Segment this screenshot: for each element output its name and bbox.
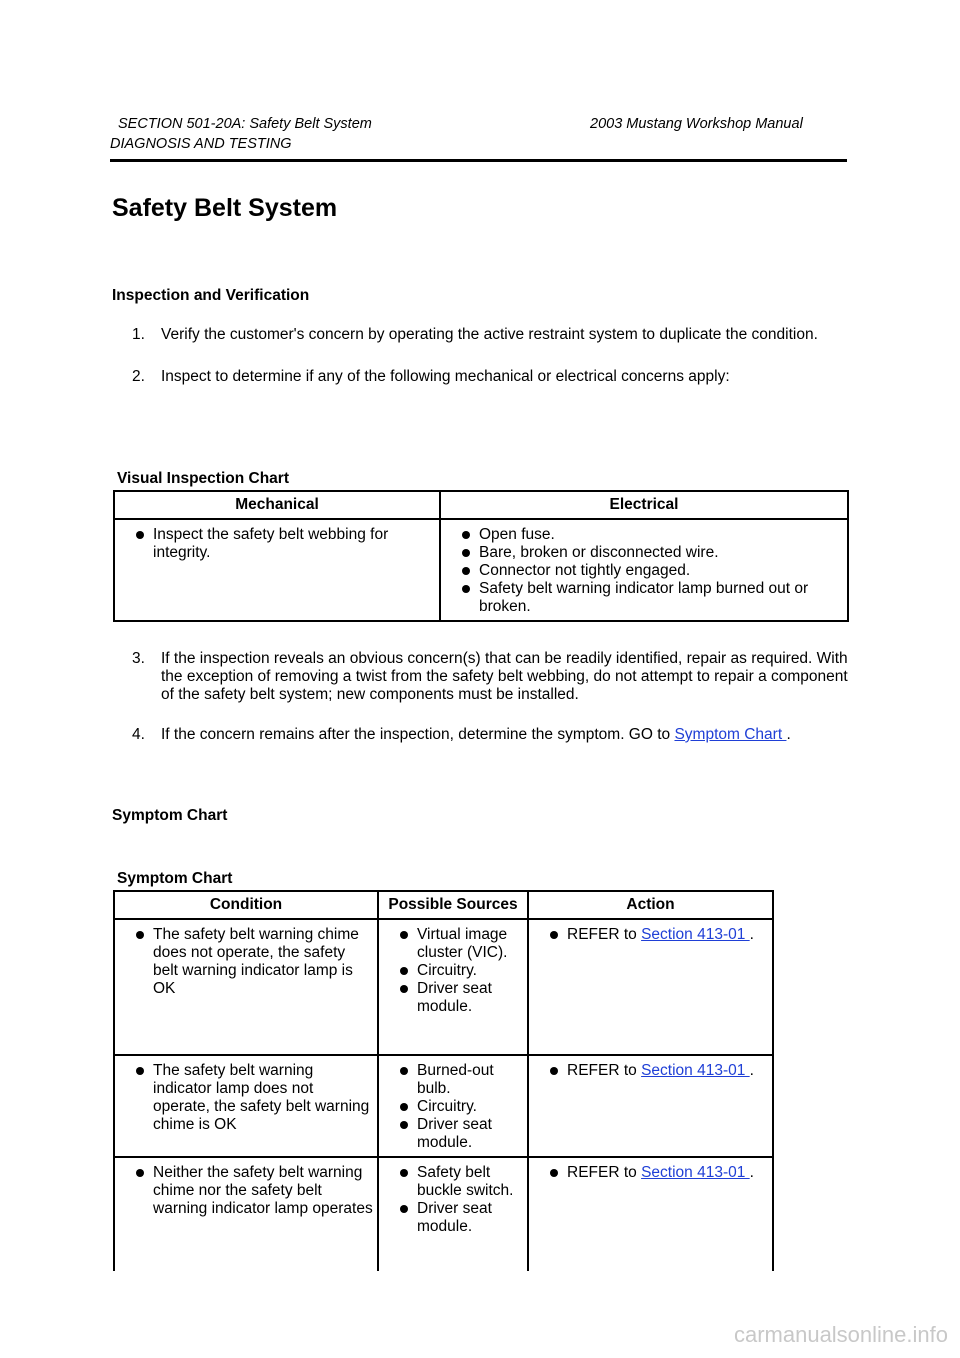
bullet-icon [136,1067,144,1075]
step-number: 1. [132,326,145,343]
symptom-chart-link[interactable]: Symptom Chart [674,726,787,743]
sources-cell [378,919,528,1055]
bullet-icon [400,1067,408,1075]
sources-cell [378,1055,528,1157]
list-item: REFER to Section 413-01 . [533,1164,768,1182]
step-number: 3. [132,650,145,667]
list-item: Virtual image cluster (VIC). [383,926,523,962]
list-item: Circuitry. [383,962,523,980]
visual-inspection-table [113,490,849,622]
column-header-sources: Possible Sources [378,891,528,919]
section-413-01-link[interactable]: Section 413-01 [641,1062,750,1079]
list-item: Safety belt buckle switch. [383,1164,523,1200]
condition-cell [114,919,378,1055]
list-item: REFER to Section 413-01 . [533,1062,768,1080]
list-item: Neither the safety belt warning chime nor the safety belt warning indicator lamp operates [119,1164,373,1218]
symptom-chart-caption: Symptom Chart [117,870,233,887]
bullet-icon [400,931,408,939]
bullet-icon [136,1169,144,1177]
list-item: Driver seat module. [383,1200,523,1236]
list-item: Open fuse. [445,526,843,544]
bullet-icon [400,1169,408,1177]
bullet-icon [462,531,470,539]
subsection-header: DIAGNOSIS AND TESTING [110,136,292,152]
manual-title: 2003 Mustang Workshop Manual [590,116,803,132]
bullet-icon [400,967,408,975]
table-row [114,1157,773,1271]
bullet-icon [462,585,470,593]
table-row [114,919,773,1055]
list-item: Burned-out bulb. [383,1062,523,1098]
bullet-icon [400,1205,408,1213]
bullet-icon [400,985,408,993]
section-413-01-link[interactable]: Section 413-01 [641,1164,750,1181]
list-item: The safety belt warning chime does not operate, the safety belt warning indicator lamp is OK [119,926,373,998]
action-cell [528,1157,773,1271]
column-header-mechanical: Mechanical [114,491,440,519]
action-cell [528,919,773,1055]
watermark: carmanualsonline.info [733,1322,948,1347]
list-item: Bare, broken or disconnected wire. [445,544,843,562]
visual-chart-caption: Visual Inspection Chart [117,470,289,487]
bullet-icon [462,567,470,575]
list-item: Inspect the safety belt webbing for integrity. [119,526,435,562]
bullet-icon [550,1169,558,1177]
step-number: 2. [132,368,145,385]
bullet-icon [550,1067,558,1075]
list-item: The safety belt warning indicator lamp does not operate, the safety belt warning chime is OK [119,1062,373,1134]
step-text: If the inspection reveals an obvious concern(s) that can be readily identified, repair as required. With the exception of removing a twist from the safety belt webbing, do not attempt to repair a component of the safety belt system; new components must be installed. [161,650,848,703]
column-header-action: Action [528,891,773,919]
table-row [114,1055,773,1157]
step-number: 4. [132,726,145,743]
column-header-condition: Condition [114,891,378,919]
column-header-electrical: Electrical [440,491,848,519]
symptom-chart-heading: Symptom Chart [112,807,228,824]
inspection-heading: Inspection and Verification [112,287,310,304]
list-item: Safety belt warning indicator lamp burned out or broken. [445,580,843,616]
bullet-icon [462,549,470,557]
list-item: Circuitry. [383,1098,523,1116]
step-text: Verify the customer's concern by operating the active restraint system to duplicate the condition. [161,326,818,343]
page-title: Safety Belt System [112,194,338,222]
bullet-icon [400,1121,408,1129]
bullet-icon [136,531,144,539]
bullet-icon [550,931,558,939]
electrical-cell [440,519,848,621]
sources-cell [378,1157,528,1271]
list-item: Connector not tightly engaged. [445,562,843,580]
list-item: Driver seat module. [383,980,523,1016]
symptom-chart-table [113,890,774,1271]
mechanical-cell [114,519,440,621]
step-text: If the concern remains after the inspection, determine the symptom. GO to Symptom Chart . [161,726,791,743]
action-cell [528,1055,773,1157]
list-item: Driver seat module. [383,1116,523,1152]
bullet-icon [136,931,144,939]
bullet-icon [400,1103,408,1111]
section-413-01-link[interactable]: Section 413-01 [641,926,750,943]
condition-cell [114,1157,378,1271]
header-divider [110,159,847,162]
list-item: REFER to Section 413-01 . [533,926,768,944]
section-header: SECTION 501-20A: Safety Belt System [118,116,372,132]
condition-cell [114,1055,378,1157]
step-text: Inspect to determine if any of the following mechanical or electrical concerns apply: [161,368,730,385]
